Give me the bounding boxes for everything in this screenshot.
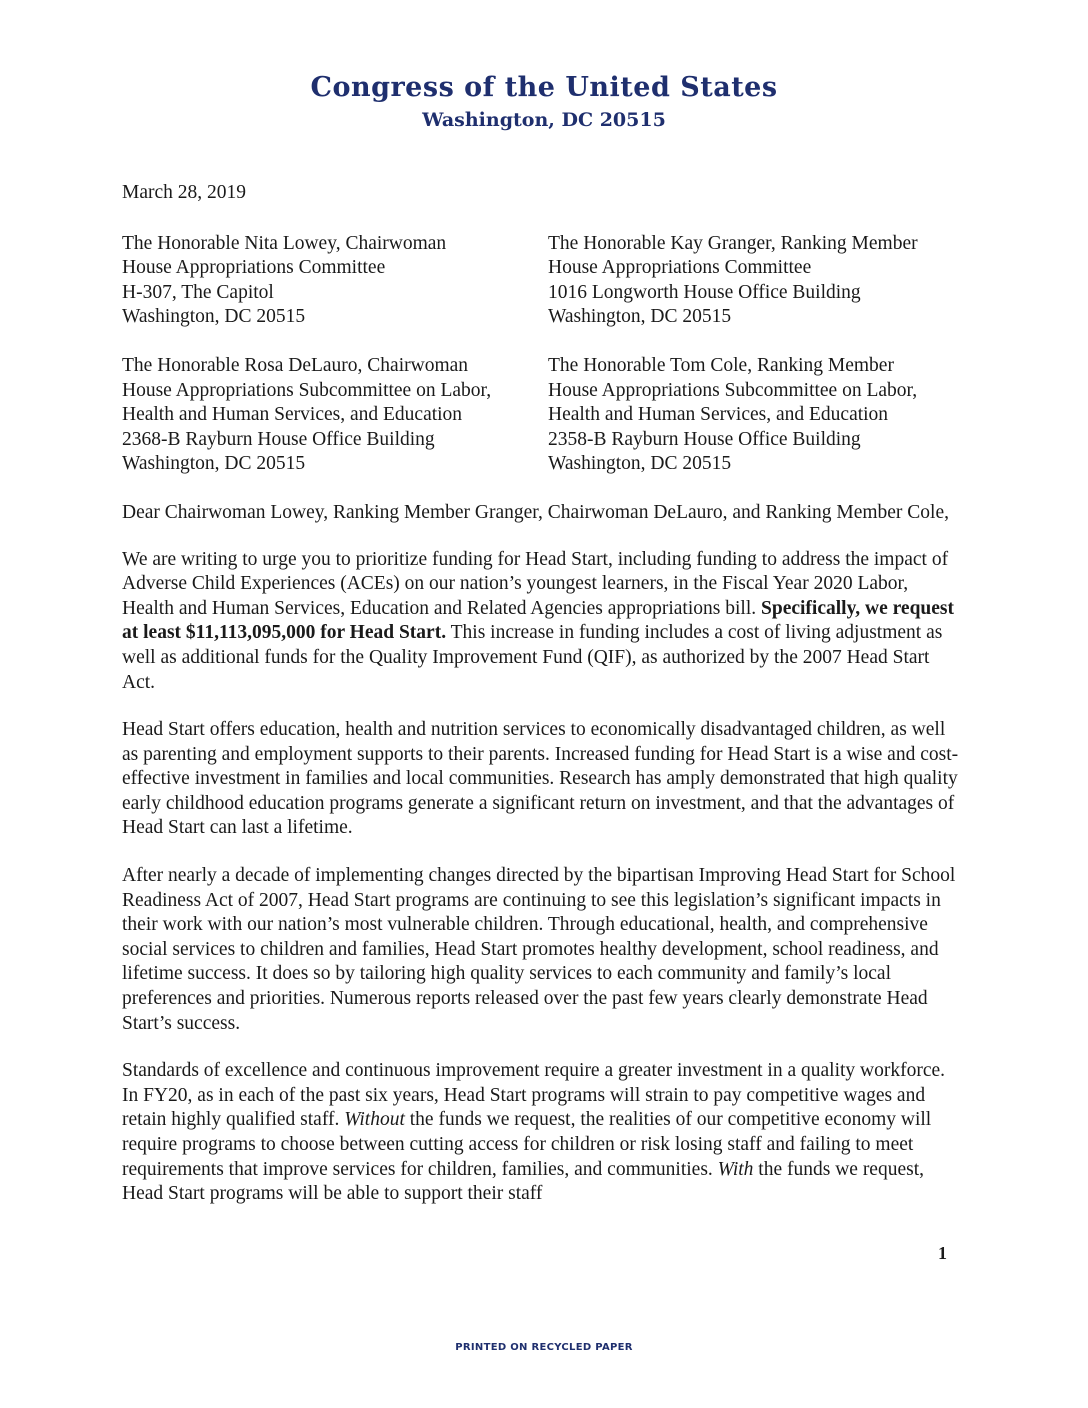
paragraph-head-start-overview: Head Start offers education, health and nutrition services to economically disadvantaged children, as well as parenting and employment supports to their parents. Increased funding for Head Start is a wise and cost-effective investment in families and local communities. Research has amply demonstrated that high quality early childhood education programs generate a significant return on investment, and that the advantages of Head Start can last a lifetime. [122, 719, 959, 839]
page-number: 1 [938, 1243, 947, 1263]
paragraph-text: This increase in funding includes a cost of living adjustment as well as additional funds for the Quality Improvement Fund (QIF), as authorized by the 2007 Head Start Act. [122, 622, 943, 693]
funding-request-emphasis: Specifically, we request at least $11,113,095,000 for Head Start. [122, 597, 954, 644]
paragraph-text: the funds we request, the realities of our competitive economy will require programs to choose between cutting access for children or risk losing staff and failing to meet requirements that improve services for children, families, and communities. [122, 1109, 932, 1180]
addressee-block: The Honorable Rosa DeLauro, Chairwoman House Appropriations Subcommittee on Labor, Health and Human Services, and Education 2368-B Rayburn House Office Building Washington, DC 20515 [122, 354, 492, 475]
emphasis-with: With [717, 1158, 754, 1180]
addressee-row [122, 232, 962, 330]
paragraph-workforce [122, 1059, 962, 1207]
recycled-paper-footer: PRINTED ON RECYCLED PAPER [455, 1342, 633, 1353]
addressee-block: The Honorable Nita Lowey, Chairwoman House Appropriations Committee H-307, The Capitol Washington, DC 20515 [122, 232, 447, 328]
letterhead [0, 72, 1088, 131]
paragraph-text: We are writing to urge you to prioritize funding for Head Start, including funding to address the impact of Adverse Child Experiences (ACEs) on our nation’s youngest learners, in the Fiscal Year 2020 Labor, Health and Human Services, Education and Related Agencies appropriations bill. [122, 548, 949, 619]
paragraph-text: Standards of excellence and continuous improvement require a greater investment in a quality workforce. In FY20, as in each of the past six years, Head Start programs will strain to pay competitive wages and retain highly qualified staff. [122, 1060, 946, 1131]
addressee-row [122, 354, 962, 477]
addressee-block: The Honorable Tom Cole, Ranking Member House Appropriations Subcommittee on Labor, Health and Human Services, and Education 2358-B Rayburn House Office Building Washington, DC 20515 [548, 354, 918, 475]
addressee-block: The Honorable Kay Granger, Ranking Member House Appropriations Committee 1016 Longworth House Office Building Washington, DC 20515 [548, 232, 918, 328]
letter-date: March 28, 2019 [122, 182, 247, 203]
letter-body [122, 181, 962, 1230]
paragraph-readiness-act: After nearly a decade of implementing changes directed by the bipartisan Improving Head Start for School Readiness Act of 2007, Head Start programs are continuing to see this legislation’s significant impacts in their work with our nation’s most vulnerable children. Through educational, health, and comprehensive social services to children and families, Head Start promotes healthy development, school readiness, and lifetime success. It does so by tailoring high quality services to each community and family’s local preferences and priorities. Numerous reports released over the past few years clearly demonstrate Head Start’s success. [122, 865, 956, 1034]
paragraph-text: the funds we request, Head Start programs will be able to support their staff [122, 1158, 924, 1205]
paragraph-funding-request [122, 548, 962, 696]
letterhead-subtitle: Washington, DC 20515 [422, 109, 666, 131]
letterhead-title: Congress of the United States [310, 72, 778, 103]
salutation: Dear Chairwoman Lowey, Ranking Member Granger, Chairwoman DeLauro, and Ranking Member Cole, [122, 501, 950, 523]
emphasis-without: Without [344, 1109, 405, 1131]
